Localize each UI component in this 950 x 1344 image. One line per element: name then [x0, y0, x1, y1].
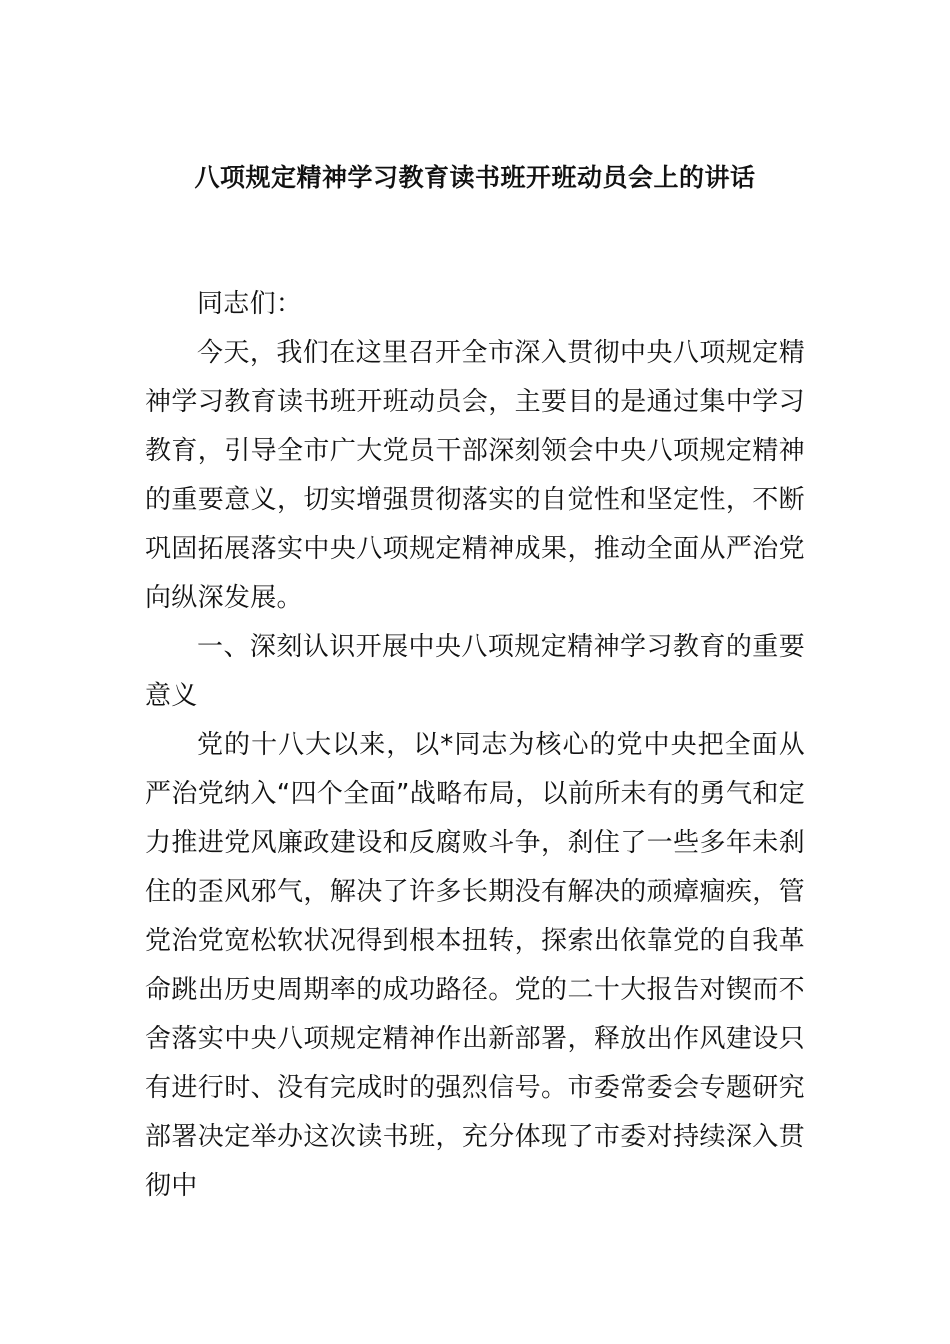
salutation: 同志们： — [197, 289, 303, 319]
document-title: 八项规定精神学习教育读书班开班动员会上的讲话 — [194, 163, 756, 192]
paragraph-section-1: 党的十八大以来，以*同志为核心的党中央把全面从严治党纳入“四个全面”战略布局，以前所未有的勇气和定力推进党风廉政建设和反腐败斗争，刹住了一些多年未刹住的歪风邪气，解决了许多长期没有解决的顽瘴痼疾，管党治党宽松软状况得到根本扭转，探索出依靠党的自我革命跳出历史周期率的成功路径。党的二十大报告对锲而不舍落实中央八项规定精神作出新部署，释放出作风建设只有进行时、没有完成时的强烈信号。市委常委会专题研究部署决定举办这次读书班，充分体现了市委对持续深入贯彻中 — [145, 730, 805, 1201]
paragraph-intro: 今天，我们在这里召开全市深入贯彻中央八项规定精神学习教育读书班开班动员会，主要目的是通过集中学习教育，引导全市广大党员干部深刻领会中央八项规定精神的重要意义，切实增强贯彻落实的自觉性和坚定性，不断巩固拓展落实中央八项规定精神成果，推动全面从严治党向纵深发展。 — [145, 338, 805, 613]
document-body — [145, 280, 805, 1211]
section-heading-1: 一、深刻认识开展中央八项规定精神学习教育的重要意义 — [145, 632, 805, 711]
